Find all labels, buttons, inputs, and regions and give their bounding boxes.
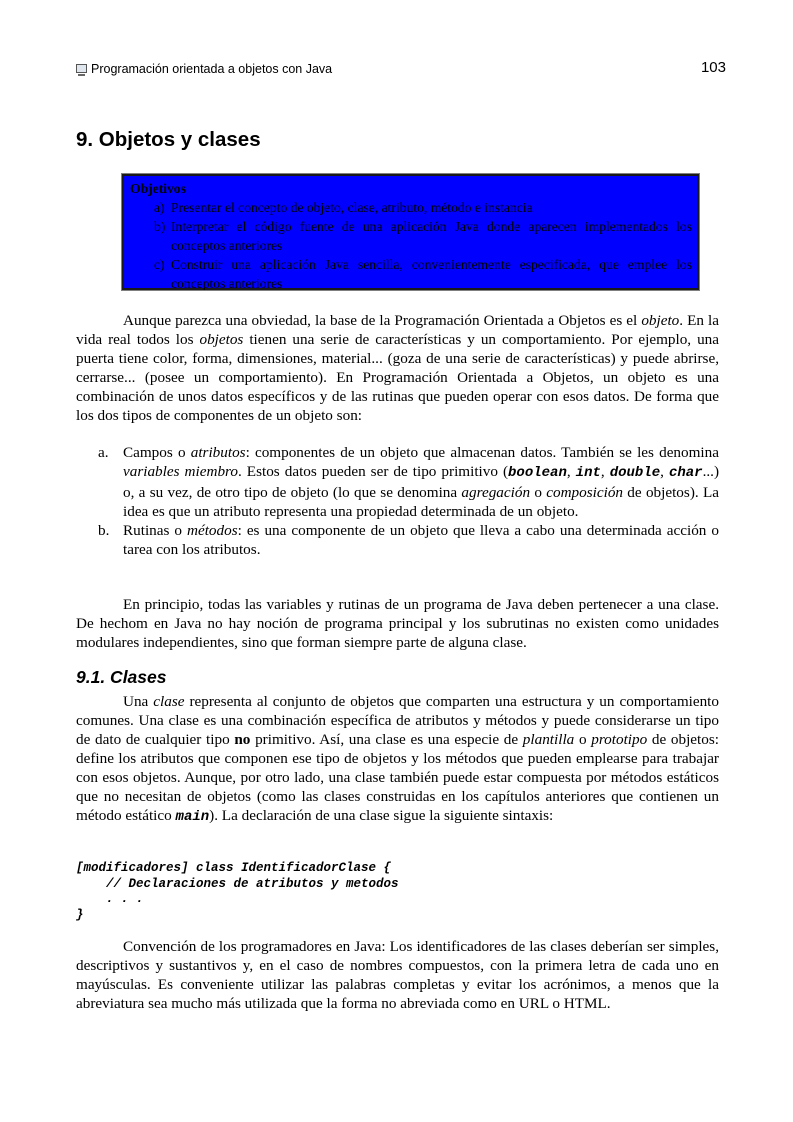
- convention-paragraph: Convención de los programadores en Java: Los identificadores de las clases deberían ser simples, descriptivos y sustantivos y, en el caso de nombres compuestos, con la primera letra de cada uno en mayúsculas. Es conveniente utilizar las palabras completas y evitar los acrónimos, a menos que la abreviatura sea mucho más utilizada que la forma no abreviada como en URL o HTML.: [76, 938, 719, 1012]
- text-span: : es una componente de un objeto que lleva a cabo una determinada acción o tarea con los atributos.: [123, 522, 719, 558]
- code-keyword: main: [175, 809, 210, 825]
- text-span: ,: [600, 463, 610, 480]
- text-span: Aunque parezca una obviedad, la base de la Programación Orientada a Objetos es el: [123, 312, 642, 329]
- list-item-methods: [76, 521, 719, 559]
- text-span: representa al conjunto de objetos que comparten una estructura y un comportamiento comunes. Una clase es una combinación específica de atributos y métodos y puede considerarse un tipo de dato de cualquier tipo: [76, 693, 719, 748]
- list-label: b.: [98, 522, 110, 539]
- emphasis: plantilla: [522, 731, 575, 748]
- code-line: }: [76, 907, 84, 922]
- bold-text: no: [234, 731, 251, 748]
- objective-text: Presentar el concepto de objeto, clase, atributo, método e instancia: [171, 200, 533, 215]
- emphasis: atributos: [190, 444, 246, 461]
- code-keyword: char: [668, 465, 703, 481]
- page-header: [76, 59, 726, 79]
- objective-item: [130, 198, 692, 217]
- objective-letter: a): [154, 200, 165, 215]
- emphasis: objeto: [641, 312, 680, 329]
- objectives-box: [122, 174, 699, 290]
- text-span: . Estos datos pueden ser de tipo primitivo (: [237, 463, 509, 480]
- emphasis: composición: [546, 484, 624, 501]
- emphasis: agregación: [461, 484, 531, 501]
- code-keyword: int: [575, 465, 601, 481]
- objectives-title: Objetivos: [130, 181, 186, 196]
- text-span: Campos o: [123, 444, 191, 461]
- principle-paragraph: En principio, todas las variables y rutinas de un programa de Java deben pertenecer a una clase. De hechom en Java no hay noción de programa principal y los subrutinas no existen como unidades modulares independientes, sino que forman siempre parte de alguna clase.: [76, 596, 719, 651]
- objective-item: [130, 255, 692, 293]
- page-number: 103: [700, 59, 726, 76]
- text-span: tienen una serie de características y un comportamiento. Por ejemplo, una puerta tiene color, forma, dimensiones, material... (goza de una serie de características) y puede abrirse, cerrarse... (posee un comportamiento). En Programación Orientada a Objetos, un objeto es una combinación de unos datos específicos y de las rutinas que pueden operar con esos datos. De forma que los dos tipos de componentes de un objeto son:: [76, 331, 720, 424]
- objective-item: [130, 217, 692, 255]
- list-label: a.: [98, 444, 109, 461]
- objective-letter: b): [154, 219, 166, 234]
- classes-paragraph: [76, 692, 719, 827]
- components-list: [76, 443, 719, 559]
- emphasis: variables miembro: [123, 463, 238, 480]
- running-title-text: Programación orientada a objetos con Java: [91, 62, 333, 76]
- text-span: Una: [123, 693, 154, 710]
- objective-text: Construir una aplicación Java sencilla, convenientemente especificada, que emplee los conceptos anteriores: [171, 257, 692, 291]
- text-span: : componentes de un objeto que almacenan datos. También se les denomina: [245, 444, 719, 461]
- text-span: . En la vida real todos los: [76, 312, 719, 348]
- objective-letter: c): [154, 257, 165, 272]
- computer-icon: [76, 64, 87, 73]
- chapter-title: 9. Objetos y clases: [76, 128, 261, 151]
- emphasis: clase: [153, 693, 185, 710]
- emphasis: métodos: [186, 522, 238, 539]
- text-span: ...) o, a su vez, de otro tipo de objeto (lo que se denomina: [123, 463, 720, 501]
- code-keyword: double: [609, 465, 661, 481]
- code-line: . . .: [76, 892, 144, 906]
- emphasis: prototipo: [591, 731, 648, 748]
- text-span: ). La declaración de una clase sigue la siguiente sintaxis:: [209, 807, 554, 824]
- text-span: de objetos: define los atributos que componen ese tipo de objetos y los métodos que pueden emplearse para trabajar con esos objetos. Aunque, por otro lado, una clase también puede estar compuesta por métodos estáticos que no necesitan de objetos (como las clases construidas en los capítulos anteriores que contienen un método estático: [76, 731, 719, 824]
- code-keyword: boolean: [508, 465, 567, 481]
- emphasis: objetos: [199, 331, 244, 348]
- text-span: o: [530, 484, 547, 501]
- text-span: o: [574, 731, 592, 748]
- objective-text: Interpretar el código fuente de una aplicación Java donde aparecen implementados los conceptos anteriores: [171, 219, 692, 253]
- code-line: // Declaraciones de atributos y metodos: [76, 876, 399, 891]
- text-span: primitivo. Así, una clase es una especie de: [250, 731, 523, 748]
- text-span: Rutinas o: [123, 522, 187, 539]
- code-line: [modificadores] class IdentificadorClase {: [76, 861, 392, 875]
- list-item-attributes: [76, 443, 719, 521]
- text-span: ,: [566, 463, 576, 480]
- code-block: [76, 861, 399, 923]
- text-span: de objetos). La idea es que un atributo representa una propiedad determinada de un objeto.: [123, 484, 719, 520]
- section-title: 9.1. Clases: [76, 667, 167, 687]
- intro-paragraph: [76, 311, 719, 425]
- running-title: [76, 61, 332, 77]
- text-span: ,: [660, 463, 669, 480]
